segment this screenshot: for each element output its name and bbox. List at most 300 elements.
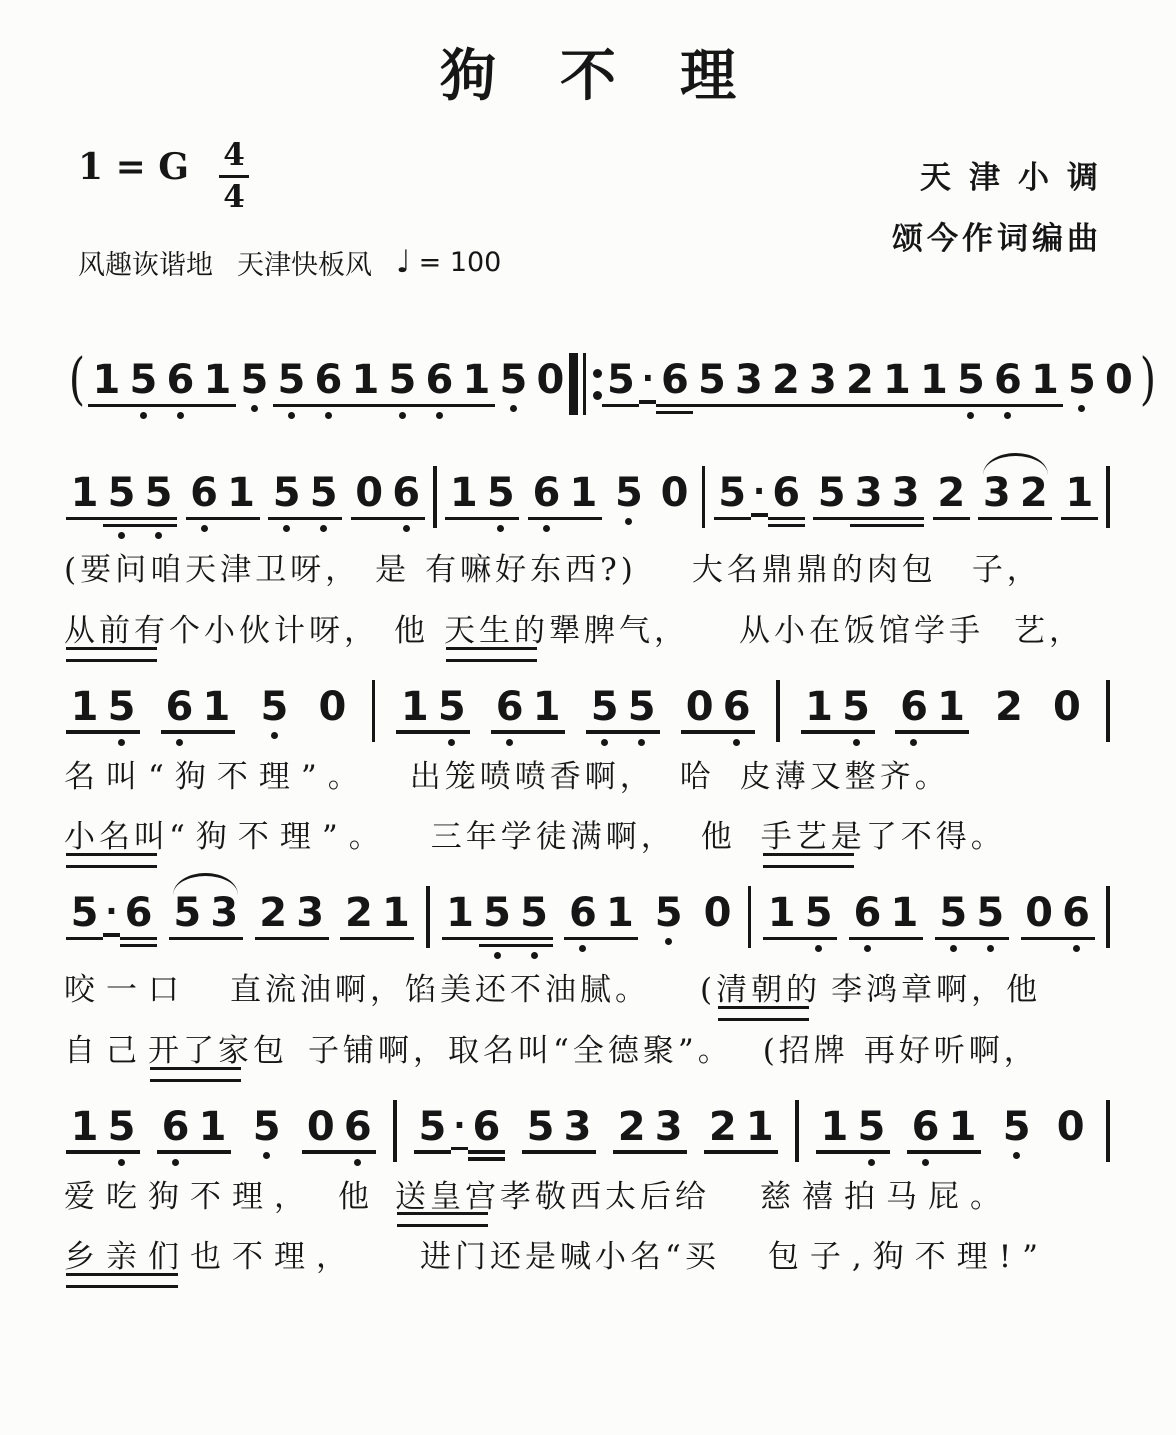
beam-underline [273,404,310,408]
jianpu-note [396,683,433,746]
credit-author: 颂今作词编曲 [892,221,1102,257]
note-number: 5 [173,890,202,936]
jianpu-note [528,470,565,532]
rest-note [1021,890,1058,952]
note-number: 0 [1025,890,1053,936]
lyric-line [64,971,1112,1010]
lyric-segment: (要问咱天津卫呀， [64,552,361,588]
time-signature-top: 4 [223,137,245,173]
beam-underline [639,400,656,404]
low-octave-dot [118,532,125,539]
note-number: 5 [526,1103,555,1150]
note-number: 5 [1002,1103,1031,1150]
note-group [1061,470,1098,520]
note-number: 3 [854,470,883,516]
low-octave-dot [288,412,295,419]
jianpu-note [601,890,638,952]
repeat-thick-bar [569,353,578,415]
lyric-segment: 他 [338,1178,373,1215]
beam-underline [103,1150,140,1154]
jianpu-note [421,357,458,419]
lyric-segment: 有嘛好东西?) [425,552,637,588]
note-number: 5 [697,357,726,403]
note-group [268,470,342,532]
jianpu-note [161,683,198,746]
note-group [1021,890,1095,952]
beam-underline [528,730,565,734]
note-number: 0 [660,470,689,516]
note-number: 2 [1019,470,1048,516]
barline [1106,1100,1110,1162]
note-number: 6 [165,683,194,730]
note-group [693,357,767,407]
jianpu-note [841,357,878,407]
lyric-segment: 手艺是 [760,819,866,856]
note-number: 6 [472,1103,501,1150]
jianpu-note [206,890,243,940]
low-octave-dot [733,739,740,746]
rest-note [351,470,388,532]
jianpu-note [838,683,875,746]
barline [393,1100,397,1162]
jianpu-note [103,1103,140,1166]
note-number: 1 [937,683,965,730]
beam-underline [932,730,969,734]
note-number: 0 [1056,1103,1085,1150]
lyric-segment: 乡亲们 [64,1239,190,1276]
note-group [528,470,602,532]
note-number: 2 [259,890,288,936]
jianpu-note [198,683,235,746]
beam-underline [704,1150,741,1154]
beam-underline [88,404,125,408]
jianpu-note [522,1103,559,1154]
jianpu-note [559,1103,596,1154]
low-octave-dot [868,1159,875,1166]
beam-underline [516,937,553,941]
beam-underline [433,730,470,734]
jianpu-note [388,470,425,532]
lyric-segment: 他 [394,612,429,649]
beam-underline [751,513,768,517]
beam-underline [186,517,223,521]
beam-underline [1021,937,1058,941]
beam-underline [886,937,923,941]
note-group [699,890,736,936]
jianpu-note [310,357,347,419]
note-group [340,890,414,940]
beam-underline [972,937,1009,941]
beam-underline [767,404,804,408]
note-group [162,357,236,419]
beam-underline [801,730,838,734]
lyric-segment: 再好听啊， [863,1032,1039,1069]
note-group [998,1103,1035,1159]
note-number: 5 [70,890,99,936]
note-number: 5 [388,357,417,403]
note-number: 5 [129,357,158,403]
beam-underline [1061,517,1098,521]
rest-note [681,683,718,746]
note-number: 5 [418,1103,447,1150]
low-octave-dot [987,945,994,952]
note-group [495,357,532,412]
repeat-dots [593,353,602,415]
lyric-segment: 子铺啊，取名叫“全德聚”。 [308,1032,733,1069]
note-number: · [105,892,118,930]
expression-marking: 风趣诙谐地 [78,250,213,281]
close-paren: ) [1140,347,1157,412]
note-group [801,683,875,746]
low-octave-dot [177,412,184,419]
low-octave-dot [251,405,258,412]
note-number: 1 [820,1103,849,1150]
jianpu-note [1026,357,1063,419]
low-octave-dot [155,532,162,539]
beam-underline [255,937,292,941]
jianpu-note [714,470,751,527]
note-number: 0 [685,683,714,730]
note-number: 6 [853,890,882,936]
repeat-dot [593,391,602,400]
note-group [935,890,1009,952]
beam-underline [414,1150,451,1154]
barline [426,886,430,948]
beam-underline [915,404,952,408]
note-number: 3 [210,890,239,936]
note-number: 5 [260,683,289,730]
jianpu-note [445,470,482,532]
beam-underline [522,1150,559,1154]
jianpu-note [730,357,767,407]
beam-underline [813,517,850,521]
rest-note [699,890,736,936]
note-group [273,357,347,419]
lyric-block-3 [64,971,1112,1071]
note-number: 1 [92,357,121,403]
note-number: 5 [606,357,635,403]
beam-underline [528,517,565,521]
lyric-segment: 哈 [679,758,715,795]
note-number: 6 [314,357,343,403]
low-octave-dot [601,739,608,746]
jianpu-note [495,357,532,412]
note-group [66,1103,140,1166]
note-number: 5 [817,470,846,516]
note-group [351,470,425,532]
jianpu-note [878,357,915,407]
lyric-segment: 从小在饭馆学手 [739,612,984,649]
jianpu-note [989,357,1026,419]
song-title: 狗不理 [440,43,800,109]
note-number: 1 [202,683,231,730]
beam-underline [730,404,767,408]
note-group [989,357,1063,419]
lyric-segment: (招牌 [762,1032,849,1069]
beam-underline [895,730,932,734]
jianpu-note [804,357,841,407]
beam-underline [564,937,601,941]
low-octave-dot [118,1159,125,1166]
beam-underline [816,1150,853,1154]
beam-underline [586,730,623,734]
lyric-segment: 了不得。 [865,819,1006,856]
low-octave-dot [354,1159,361,1166]
jianpu-note [339,1103,376,1166]
note-number: 0 [703,890,732,936]
low-octave-dot [1073,945,1080,952]
lyric-line [64,612,1112,651]
repeat-sign [569,353,603,415]
lyric-segment: 包 [253,1032,288,1069]
jianpu-note [194,1103,231,1166]
beam-underline [1026,404,1063,408]
augmentation-dot [751,473,768,527]
lyric-segment: 慈禧拍马屁。 [760,1178,1012,1215]
note-number: · [453,1105,466,1144]
note-number: 6 [190,470,218,516]
beam-underline [681,730,718,734]
jianpu-note [157,1103,194,1166]
beam-underline [140,517,177,521]
beam-underline [66,937,103,941]
beam-underline [292,937,329,941]
lyric-segment: 孝敬西太后给 [500,1178,710,1215]
beam-underline [935,937,972,941]
note-group [88,357,162,419]
repeat-dot [593,369,602,378]
beam-underline [468,1157,505,1161]
beam-underline [878,404,915,408]
jianpu-note [718,683,755,746]
note-group [414,1103,505,1161]
beam-underline [268,517,305,521]
beam-underline [907,1150,944,1154]
jianpu-note [586,683,623,746]
low-octave-dot [399,412,406,419]
jianpu-note [763,890,800,952]
note-number: 5 [956,357,985,403]
lyric-segment: 艺， [1014,612,1084,649]
note-number: 6 [660,357,689,403]
beam-underline [194,1150,231,1154]
note-number: 6 [495,683,524,730]
note-number: 1 [890,890,919,936]
beam-underline [559,1150,596,1154]
note-number: 1 [351,357,380,403]
low-octave-dot [497,525,504,532]
note-number: 6 [124,890,153,936]
note-number: 2 [617,1103,646,1150]
beam-underline [841,404,878,408]
beam-underline [613,1150,650,1154]
note-number: · [641,359,654,397]
note-number: 3 [563,1103,592,1150]
beam-underline [887,517,924,521]
jianpu-note [377,890,414,940]
note-number: 2 [937,470,966,516]
beam-underline [850,524,887,528]
note-number: 6 [722,683,751,730]
rest-note [1100,357,1137,403]
note-group [236,357,273,412]
beam-underline [451,1147,468,1151]
beam-underline [302,1150,339,1154]
jianpu-note [693,357,730,407]
low-octave-dot [201,525,208,532]
jianpu-note [816,1103,853,1166]
note-number: 1 [462,357,491,403]
note-number: 1 [569,470,598,516]
notation-system-5 [64,1103,1112,1166]
note-group [656,470,693,516]
note-group [763,890,837,952]
beam-underline [623,730,660,734]
note-group [990,683,1027,730]
low-octave-dot [263,1152,270,1159]
low-octave-dot [922,1159,929,1166]
jianpu-note [853,1103,890,1166]
beam-underline [978,517,1015,521]
beam-underline [120,937,157,941]
lyric-segment: 送皇宫 [395,1178,500,1215]
note-group [248,1103,285,1159]
note-number: 0 [318,683,347,730]
note-group [650,890,687,945]
low-octave-dot [638,739,645,746]
key-signature: 1 = G [78,146,190,188]
jianpu-note [468,1103,505,1161]
lyric-segment: 开了家 [148,1032,253,1069]
note-number: 6 [1062,890,1090,936]
jianpu-note [516,890,553,959]
beam-underline [103,730,140,734]
note-number: 5 [654,890,683,936]
jianpu-note [140,470,177,539]
beam-underline [458,404,495,408]
note-number: 2 [995,683,1023,730]
note-number: 3 [654,1103,683,1150]
note-number: 1 [605,890,634,936]
low-octave-dot [325,412,332,419]
note-number: 1 [805,683,833,730]
beam-underline [887,524,924,528]
note-group [564,890,638,952]
jianpu-note [602,357,639,414]
beam-underline [162,404,199,408]
note-number: 0 [1104,357,1133,403]
beam-underline [944,1150,981,1154]
lyric-segment: 小名叫 [64,819,169,856]
note-group [849,890,923,952]
tempo-row [78,243,501,282]
note-group [767,357,841,407]
note-group [586,683,660,746]
lyric-segment: 天生的 [444,612,549,649]
note-number: 1 [227,470,255,516]
note-number: 6 [166,357,195,403]
note-group-slur [978,470,1052,520]
lyric-segment: 他 [700,819,736,856]
lyric-segment: 三年学徒满啊， [430,819,676,856]
jianpu-note [66,1103,103,1166]
note-group [302,1103,376,1166]
note-group [1100,357,1137,403]
lyric-segment: 咬一口 [64,972,190,1008]
beam-underline [714,517,751,521]
note-number: 1 [948,1103,977,1150]
note-group [442,890,553,959]
beam-underline [768,517,805,521]
note-group [1063,357,1100,412]
augmentation-dot [103,893,120,947]
low-octave-dot [403,525,410,532]
beam-underline [377,937,414,941]
jianpu-note [944,1103,981,1166]
open-paren: ( [68,347,86,412]
low-octave-dot [950,945,957,952]
note-number: 5 [1067,357,1096,403]
lyric-segment: 子， [971,552,1042,588]
note-number: 3 [734,357,763,403]
rest-note [302,1103,339,1166]
barline [702,466,706,528]
note-group [813,470,924,527]
note-number: 5 [804,890,833,936]
low-octave-dot [494,952,501,959]
beam-underline [206,937,243,941]
beam-underline [853,1150,890,1154]
low-octave-dot [531,952,538,959]
jianpu-note [886,890,923,952]
note-number: 1 [1030,357,1059,403]
jianpu-note [933,470,970,520]
low-octave-dot [320,525,327,532]
jianpu-note [384,357,421,419]
lyric-line [64,758,1112,797]
note-group [704,1103,778,1154]
low-octave-dot [118,739,125,746]
beam-underline [66,730,103,734]
lyric-block-1 [64,551,1112,651]
jianpu-note [414,1103,451,1161]
credit-tune: 天津小调 [920,160,1116,196]
beam-underline [602,404,639,408]
key-row [78,137,501,215]
note-number: 5 [309,470,338,516]
notation-system-intro [64,347,1157,419]
jianpu-note [952,357,989,419]
notation-system-4 [64,890,1112,959]
note-number: 5 [520,890,548,936]
lyric-line [64,1032,1112,1071]
note-number: 1 [203,357,232,403]
rest-note [314,683,351,730]
beam-underline [384,404,421,408]
lyric-segment: “狗不理”。 [169,819,391,856]
beam-underline [103,524,140,528]
jianpu-note [458,357,495,419]
beam-underline [421,404,458,408]
beam-underline [396,730,433,734]
note-number: 0 [306,1103,335,1150]
low-octave-dot [510,405,517,412]
note-number: 2 [345,890,373,936]
note-number: 6 [568,890,597,936]
beam-underline [800,937,837,941]
lyric-segment: 也不理， [190,1239,358,1276]
lyric-segment: 直流油啊，馅美还不油腻。 [230,972,650,1008]
